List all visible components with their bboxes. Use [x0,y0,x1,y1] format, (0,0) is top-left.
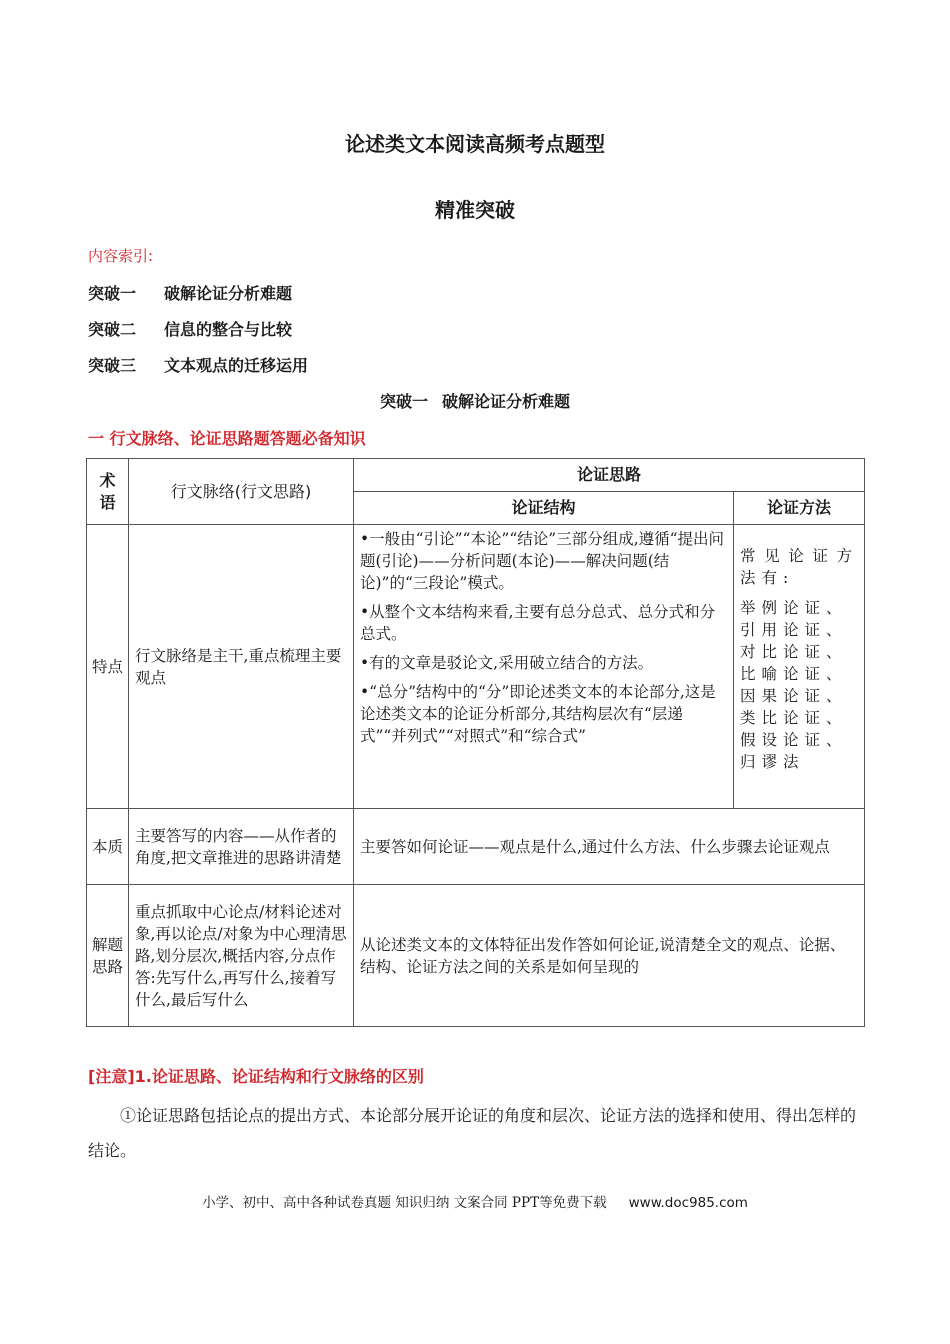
index-label: 内容索引: [88,247,154,265]
index-item-text: 信息的整合与比较 [164,320,293,339]
note-heading: [注意]1.论证思路、论证结构和行文脉络的区别 [88,1067,424,1086]
features-structure-cell [354,525,734,809]
document-subtitle: 精准突破 [435,198,515,222]
structure-bullet: •有的文章是驳论文,采用破立结合的方法。 [360,654,654,672]
index-item-1[interactable] [88,281,292,304]
header-argument: 论证思路 [354,459,865,492]
method-item: 比喻论证、 [740,665,848,683]
header-method: 论证方法 [734,492,865,525]
approach-argument-cell: 从论述类文本的文体特征出发作答如何论证,说清楚全文的观点、论据、结构、论证方法之间的关系是如何呈现的 [354,885,865,1027]
approach-context-cell: 重点抓取中心论点/材料论述对象,再以论点/对象为中心理清思路,划分层次,概括内容,分点作答:先写什么,再写什么,接着写什么,最后写什么 [129,885,354,1027]
index-item-number: 突破三 [88,356,137,375]
header-context: 行文脉络(行文思路) [129,459,354,525]
features-context-cell: 行文脉络是主干,重点梳理主要观点 [129,525,354,809]
footer-text: 小学、初中、高中各种试卷真题 知识归纳 文案合同 PPT等免费下载 [202,1195,607,1211]
index-item-2[interactable] [88,317,292,340]
structure-bullet: •从整个文本结构来看,主要有总分总式、总分式和分总式。 [360,603,716,643]
index-item-3[interactable] [88,353,308,376]
index-item-number: 突破一 [88,284,137,303]
method-item: 类比论证、 [740,709,848,727]
method-item: 假设论证、 [740,731,848,749]
index-item-text: 破解论证分析难题 [164,284,293,303]
section-title: 破解论证分析难题 [442,392,571,411]
method-item: 归谬法 [740,753,805,771]
part-heading: 一 行文脉络、论证思路题答题必备知识 [88,429,366,448]
structure-bullet: •“总分”结构中的“分”即论述类文本的本论部分,这是论述类文本的论证分析部分,其结构层次有“层递式”“并列式”“对照式”和“综合式” [360,683,716,745]
header-term: 术语 [87,459,129,525]
method-item: 引用论证、 [740,621,848,639]
features-method-cell [734,525,865,809]
row-label-essence: 本质 [87,809,129,885]
section-number: 突破一 [379,392,428,411]
method-intro: 常见论证方法有: [740,547,859,587]
knowledge-table [86,458,865,1027]
footer-link[interactable]: www.doc985.com [628,1195,748,1211]
index-item-text: 文本观点的迁移运用 [164,356,309,375]
essence-context-cell: 主要答写的内容——从作者的角度,把文章推进的思路讲清楚 [129,809,354,885]
note-paragraph: ①论证思路包括论点的提出方式、本论部分展开论证的角度和层次、论证方法的选择和使用、得出怎样的结论。 [88,1106,857,1160]
row-label-approach: 解题思路 [87,885,129,1027]
footer [0,1191,950,1211]
method-item: 举例论证、 [740,599,848,617]
essence-argument-cell: 主要答如何论证——观点是什么,通过什么方法、什么步骤去论证观点 [354,809,865,885]
header-structure: 论证结构 [354,492,734,525]
section-heading [0,389,950,412]
row-label-features: 特点 [87,525,129,809]
document-title: 论述类文本阅读高频考点题型 [345,132,605,156]
structure-bullet: •一般由“引论”“本论”“结论”三部分组成,遵循“提出问题(引论)——分析问题(本论)——解决问题(结论)”的“三段论”模式。 [360,530,725,592]
index-item-number: 突破二 [88,320,137,339]
method-item: 对比论证、 [740,643,848,661]
method-item: 因果论证、 [740,687,848,705]
